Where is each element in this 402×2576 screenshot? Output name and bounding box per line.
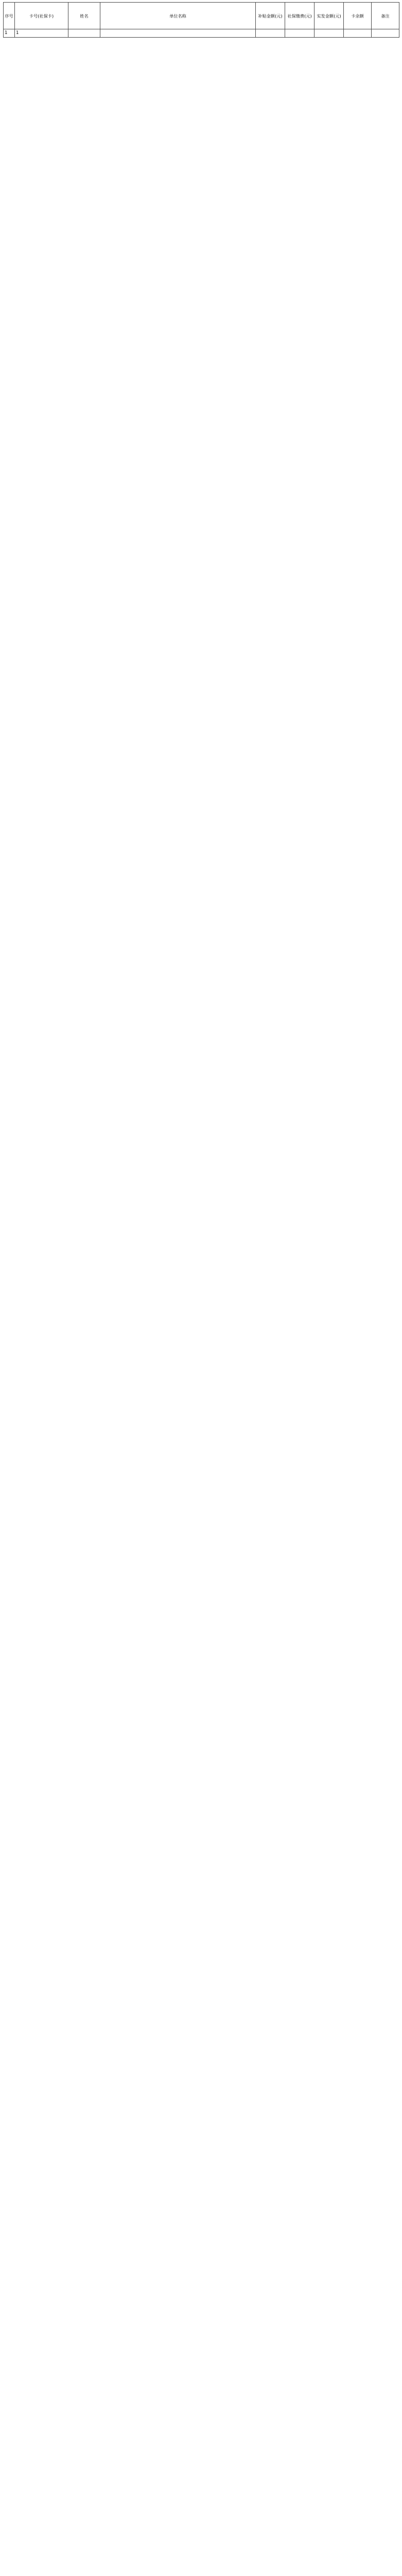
cell-name	[68, 29, 100, 38]
header-seq: 序号	[4, 3, 15, 29]
table-body	[4, 29, 399, 38]
cell-seq: 1	[4, 29, 15, 38]
cell-card: 1	[15, 29, 68, 38]
header-amount-2: 社保缴费(元)	[285, 3, 314, 29]
header-amount-3: 实发金额(元)	[314, 3, 344, 29]
cell-n5	[372, 29, 399, 38]
table-row	[4, 29, 399, 38]
cell-n2	[285, 29, 314, 38]
cell-n3	[314, 29, 344, 38]
header-amount-4: 卡余额	[344, 3, 372, 29]
header-amount-1: 补贴金额(元)	[256, 3, 285, 29]
header-amount-5: 备注	[372, 3, 399, 29]
header-row	[4, 3, 399, 29]
table-header	[4, 3, 399, 29]
cell-n1	[256, 29, 285, 38]
cell-n4	[344, 29, 372, 38]
subsidy-table	[3, 2, 399, 38]
report-sheet	[3, 2, 399, 38]
header-name: 姓名	[68, 3, 100, 29]
cell-unit	[100, 29, 256, 38]
header-card: 卡号(社保卡)	[15, 3, 68, 29]
header-unit: 单位名称	[100, 3, 256, 29]
